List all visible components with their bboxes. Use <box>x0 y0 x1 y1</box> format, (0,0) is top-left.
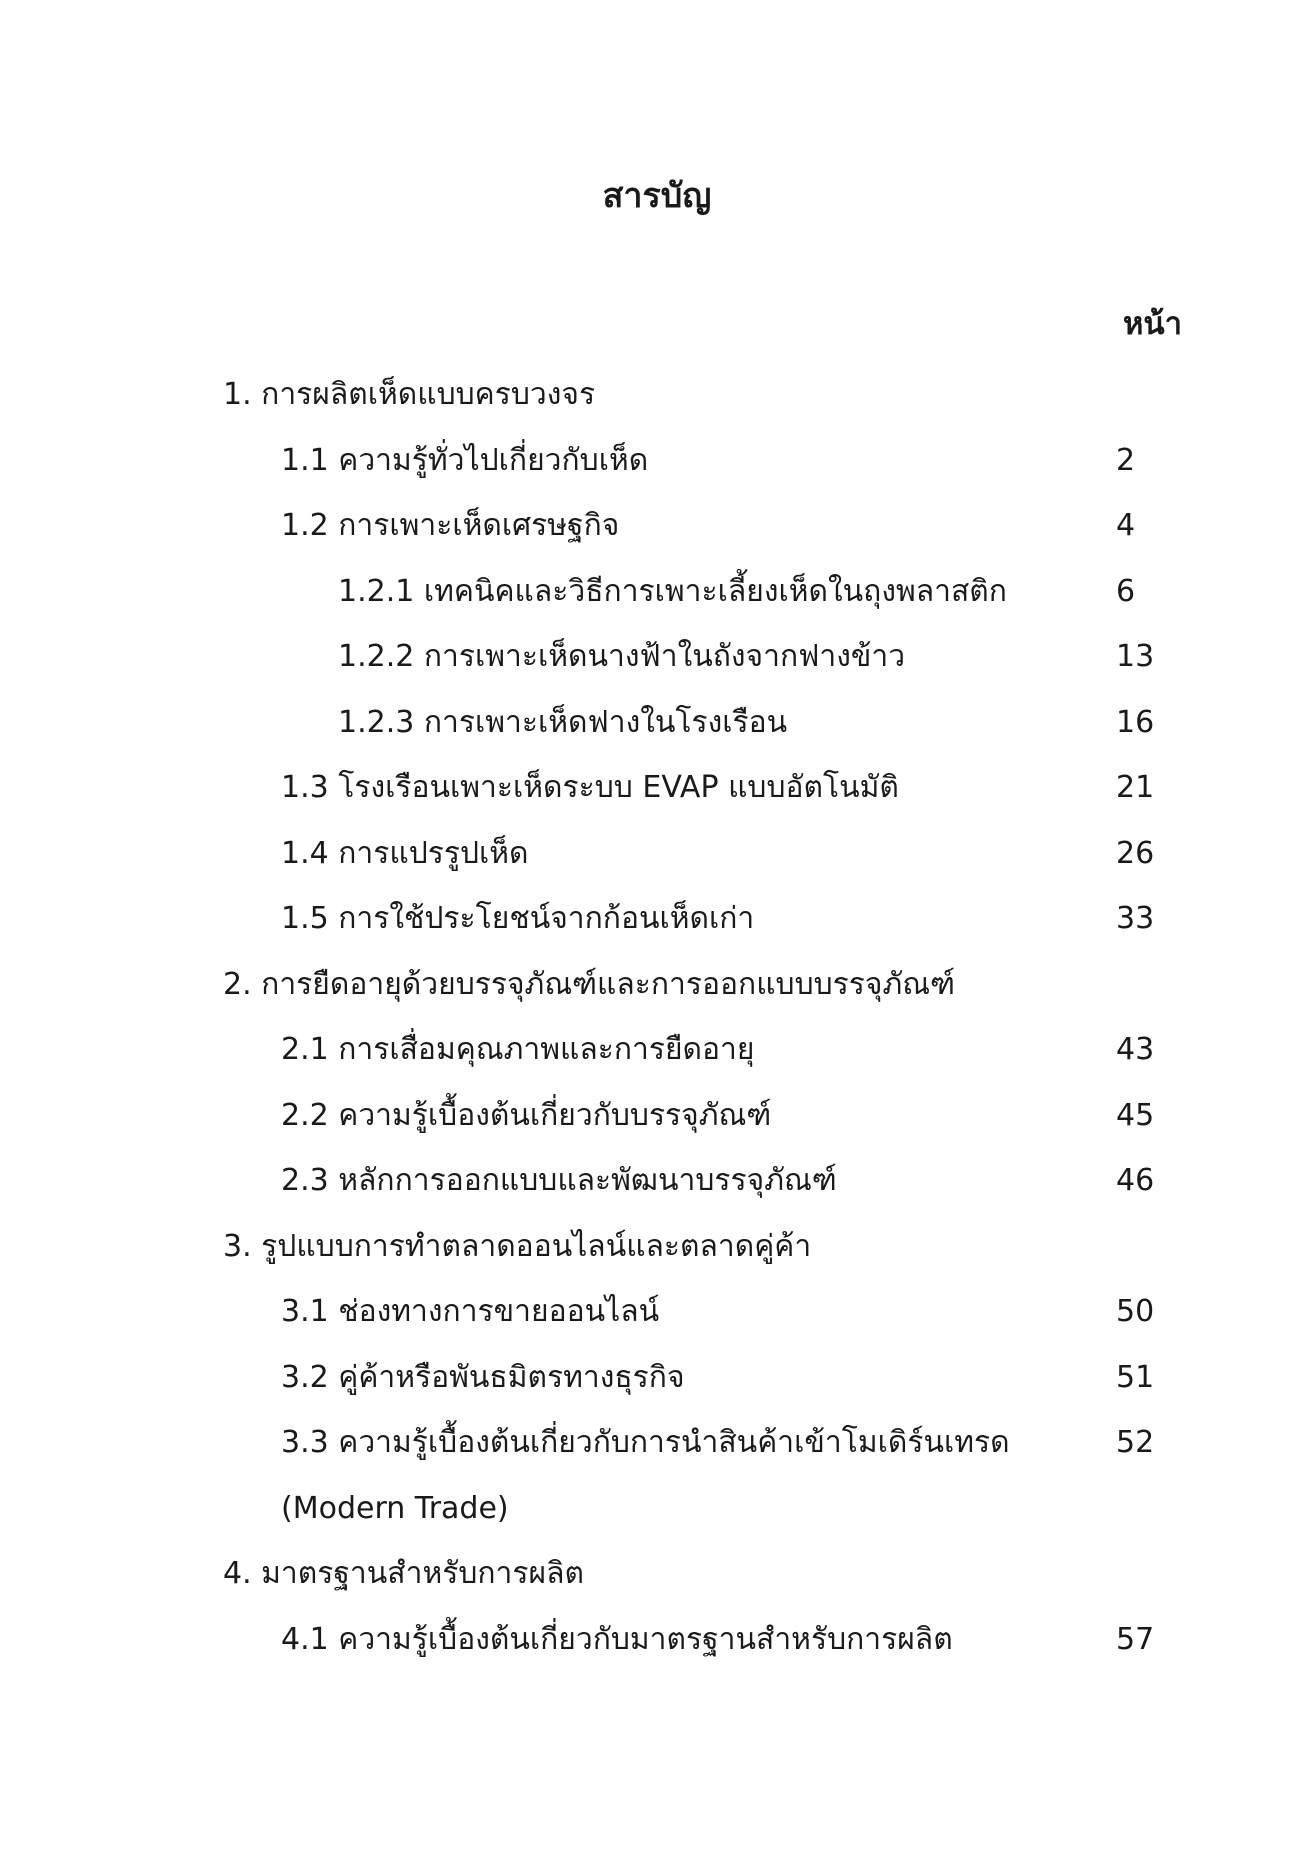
toc-entry-page: 43 <box>1116 1032 1155 1067</box>
toc-entry-page: 6 <box>1116 573 1136 609</box>
toc-entry-label: 3.1 ช่องทางการขายออนไลน์ <box>281 1294 660 1329</box>
toc-entry-label: 1.2.1 เทคนิคและวิธีการเพาะเลี้ยงเห็ดในถุงพลาสติก <box>338 573 1007 609</box>
toc-entry-3-1 <box>0 1279 1314 1345</box>
toc-entry-page: 4 <box>1116 508 1136 543</box>
toc-entry-label: 4.1 ความรู้เบื้องต้นเกี่ยวกับมาตรฐานสำหรับการผลิต <box>281 1621 953 1657</box>
toc-entry-page: 45 <box>1116 1097 1155 1133</box>
toc-entry-1-2-3 <box>0 690 1314 756</box>
toc-entry-chapter-2 <box>0 952 1314 1018</box>
toc-entry-1-3 <box>0 755 1314 821</box>
toc-entry-1-5 <box>0 886 1314 952</box>
toc-entry-label: 1.3 โรงเรือนเพาะเห็ดระบบ EVAP แบบอัตโนมัติ <box>281 770 899 805</box>
toc-entry-label: 3. รูปแบบการทำตลาดออนไลน์และตลาดคู่ค้า <box>223 1228 812 1264</box>
toc-entry-label: 1.2.3 การเพาะเห็ดฟางในโรงเรือน <box>338 704 788 740</box>
toc-entry-label: 1. การผลิตเห็ดแบบครบวงจร <box>223 377 596 412</box>
toc-entry-label: 3.2 คู่ค้าหรือพันธมิตรทางธุรกิจ <box>281 1359 685 1395</box>
toc-entry-1-2-2 <box>0 624 1314 690</box>
toc-entry-2-3 <box>0 1148 1314 1214</box>
toc-entry-label: 2. การยืดอายุด้วยบรรจุภัณฑ์และการออกแบบบรรจุภัณฑ์ <box>223 966 955 1002</box>
toc-entry-page: 57 <box>1116 1621 1155 1657</box>
toc-entry-1-2-1 <box>0 559 1314 625</box>
toc-entry-1-1 <box>0 428 1314 494</box>
toc-entry-3-3 <box>0 1410 1314 1476</box>
page-title: สารบัญ <box>602 176 712 216</box>
toc-entry-chapter-3 <box>0 1214 1314 1280</box>
toc-entry-label: (Modern Trade) <box>281 1490 509 1526</box>
toc-entry-page: 51 <box>1116 1359 1155 1395</box>
toc-entry-page: 2 <box>1116 442 1136 478</box>
toc-entry-page: 33 <box>1116 901 1155 936</box>
toc-entry-label: 2.1 การเสื่อมคุณภาพและการยืดอายุ <box>281 1032 755 1067</box>
toc-entry-3-2 <box>0 1345 1314 1411</box>
toc-entry-3-3-continuation <box>0 1476 1314 1542</box>
toc-entry-label: 1.4 การแปรรูปเห็ด <box>281 835 529 871</box>
toc-entry-1-4 <box>0 821 1314 887</box>
toc-entry-page: 50 <box>1116 1294 1155 1329</box>
toc-entry-page: 13 <box>1116 639 1155 674</box>
toc-entry-page: 52 <box>1116 1425 1155 1460</box>
toc-entry-page: 46 <box>1116 1163 1155 1198</box>
toc-entry-2-1 <box>0 1017 1314 1083</box>
toc-entry-chapter-4 <box>0 1541 1314 1607</box>
toc-entry-2-2 <box>0 1083 1314 1149</box>
page-column-header: หน้า <box>1122 306 1182 342</box>
toc-entry-label: 2.2 ความรู้เบื้องต้นเกี่ยวกับบรรจุภัณฑ์ <box>281 1097 772 1133</box>
toc-entry-label: 1.5 การใช้ประโยชน์จากก้อนเห็ดเก่า <box>281 901 755 936</box>
toc-entry-label: 1.2 การเพาะเห็ดเศรษฐกิจ <box>281 508 620 543</box>
toc-entry-label: 1.1 ความรู้ทั่วไปเกี่ยวกับเห็ด <box>281 442 649 478</box>
toc-entry-label: 1.2.2 การเพาะเห็ดนางฟ้าในถังจากฟางข้าว <box>338 639 906 674</box>
toc-entry-4-1 <box>0 1607 1314 1673</box>
toc-entry-label: 2.3 หลักการออกแบบและพัฒนาบรรจุภัณฑ์ <box>281 1163 837 1198</box>
toc-entry-1-2 <box>0 493 1314 559</box>
toc-entry-label: 4. มาตรฐานสำหรับการผลิต <box>223 1556 584 1591</box>
toc-entry-label: 3.3 ความรู้เบื้องต้นเกี่ยวกับการนำสินค้าเข้าโมเดิร์นเทรด <box>281 1425 1010 1460</box>
toc-entry-page: 26 <box>1116 835 1155 871</box>
toc-entry-page: 16 <box>1116 704 1155 740</box>
toc-entry-page: 21 <box>1116 770 1155 805</box>
toc-entry-chapter-1 <box>0 362 1314 428</box>
table-of-contents <box>0 362 1314 1672</box>
